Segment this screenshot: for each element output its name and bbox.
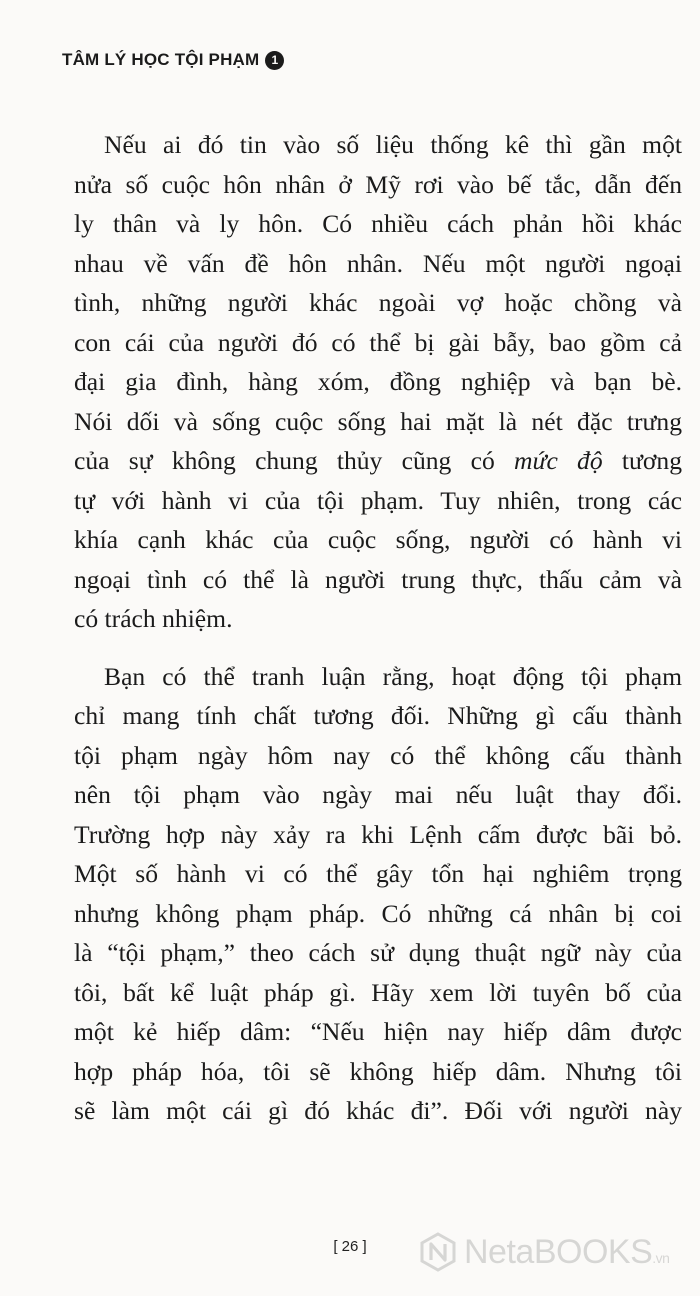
text-line: Nói dối và sống cuộc sống hai mặt là nét đặc trưng bbox=[74, 406, 682, 436]
text-line: nửa số cuộc hôn nhân ở Mỹ rơi vào bế tắc, dẫn đến bbox=[74, 169, 682, 199]
text-line: khía cạnh khác của cuộc sống, người có hành vi bbox=[74, 525, 682, 554]
text-line: tình, những người khác ngoài vợ hoặc chồng và bbox=[74, 288, 682, 317]
text-line: chỉ mang tính chất tương đối. Những gì cấu thành bbox=[74, 701, 682, 730]
text-line: sẽ làm một cái gì đó khác đi”. Đối với người này bbox=[74, 1096, 682, 1125]
netabooks-logo-icon bbox=[418, 1232, 458, 1272]
text-line: Nếu ai đó tin vào số liệu thống kê thì gần một bbox=[104, 130, 682, 159]
text-line: ly thân và ly hôn. Có nhiều cách phản hồi khác bbox=[74, 209, 682, 238]
text-line: là “tội phạm,” theo cách sử dụng thuật ngữ này của bbox=[74, 938, 682, 967]
text-line: Một số hành vi có thể gây tổn hại nghiêm trọng bbox=[74, 859, 682, 888]
text-run: tương bbox=[602, 446, 682, 475]
paragraph-2 bbox=[74, 657, 684, 1131]
text-line: con cái của người đó có thể bị gài bẫy, bao gồm cả bbox=[74, 327, 682, 357]
text-line: nên tội phạm vào ngày mai nếu luật thay đổi. bbox=[74, 780, 682, 809]
text-line: nhau về vấn đề hôn nhân. Nếu một người ngoại bbox=[74, 248, 682, 278]
paragraph-1 bbox=[74, 125, 684, 639]
paragraph-gap bbox=[74, 639, 684, 657]
watermark bbox=[418, 1232, 669, 1272]
text-line: Bạn có thể tranh luận rằng, hoạt động tội phạm bbox=[104, 661, 682, 691]
text-line-with-italic bbox=[74, 441, 682, 481]
watermark-brand: NetaBOOKS.vn bbox=[464, 1232, 670, 1271]
page-number: [ 26 ] bbox=[333, 1238, 367, 1255]
italic-phrase: mức độ bbox=[514, 446, 603, 475]
text-line: có trách nhiệm. bbox=[74, 604, 233, 633]
text-line: Trường hợp này xảy ra khi Lệnh cấm được bãi bỏ. bbox=[74, 819, 682, 849]
text-line: tôi, bất kể luật pháp gì. Hãy xem lời tuyên bố của bbox=[74, 977, 682, 1007]
text-line: một kẻ hiếp dâm: “Nếu hiện nay hiếp dâm được bbox=[74, 1017, 682, 1046]
volume-badge: 1 bbox=[265, 51, 284, 70]
body-text bbox=[74, 125, 684, 1131]
text-line: ngoại tình có thể là người trung thực, thấu cảm và bbox=[74, 564, 682, 594]
text-line: nhưng không phạm pháp. Có những cá nhân bị coi bbox=[74, 898, 682, 928]
text-line: tự với hành vi của tội phạm. Tuy nhiên, trong các bbox=[74, 485, 682, 515]
text-line: tội phạm ngày hôm nay có thể không cấu thành bbox=[74, 740, 682, 770]
text-line: hợp pháp hóa, tôi sẽ không hiếp dâm. Nhưng tôi bbox=[74, 1056, 682, 1086]
watermark-suffix: .vn bbox=[652, 1249, 670, 1266]
text-line: đại gia đình, hàng xóm, đồng nghiệp và bạn bè. bbox=[74, 367, 682, 396]
text-run: của sự không chung thủy cũng có bbox=[74, 446, 514, 475]
book-title: TÂM LÝ HỌC TỘI PHẠM bbox=[62, 50, 260, 69]
running-header bbox=[62, 50, 284, 70]
